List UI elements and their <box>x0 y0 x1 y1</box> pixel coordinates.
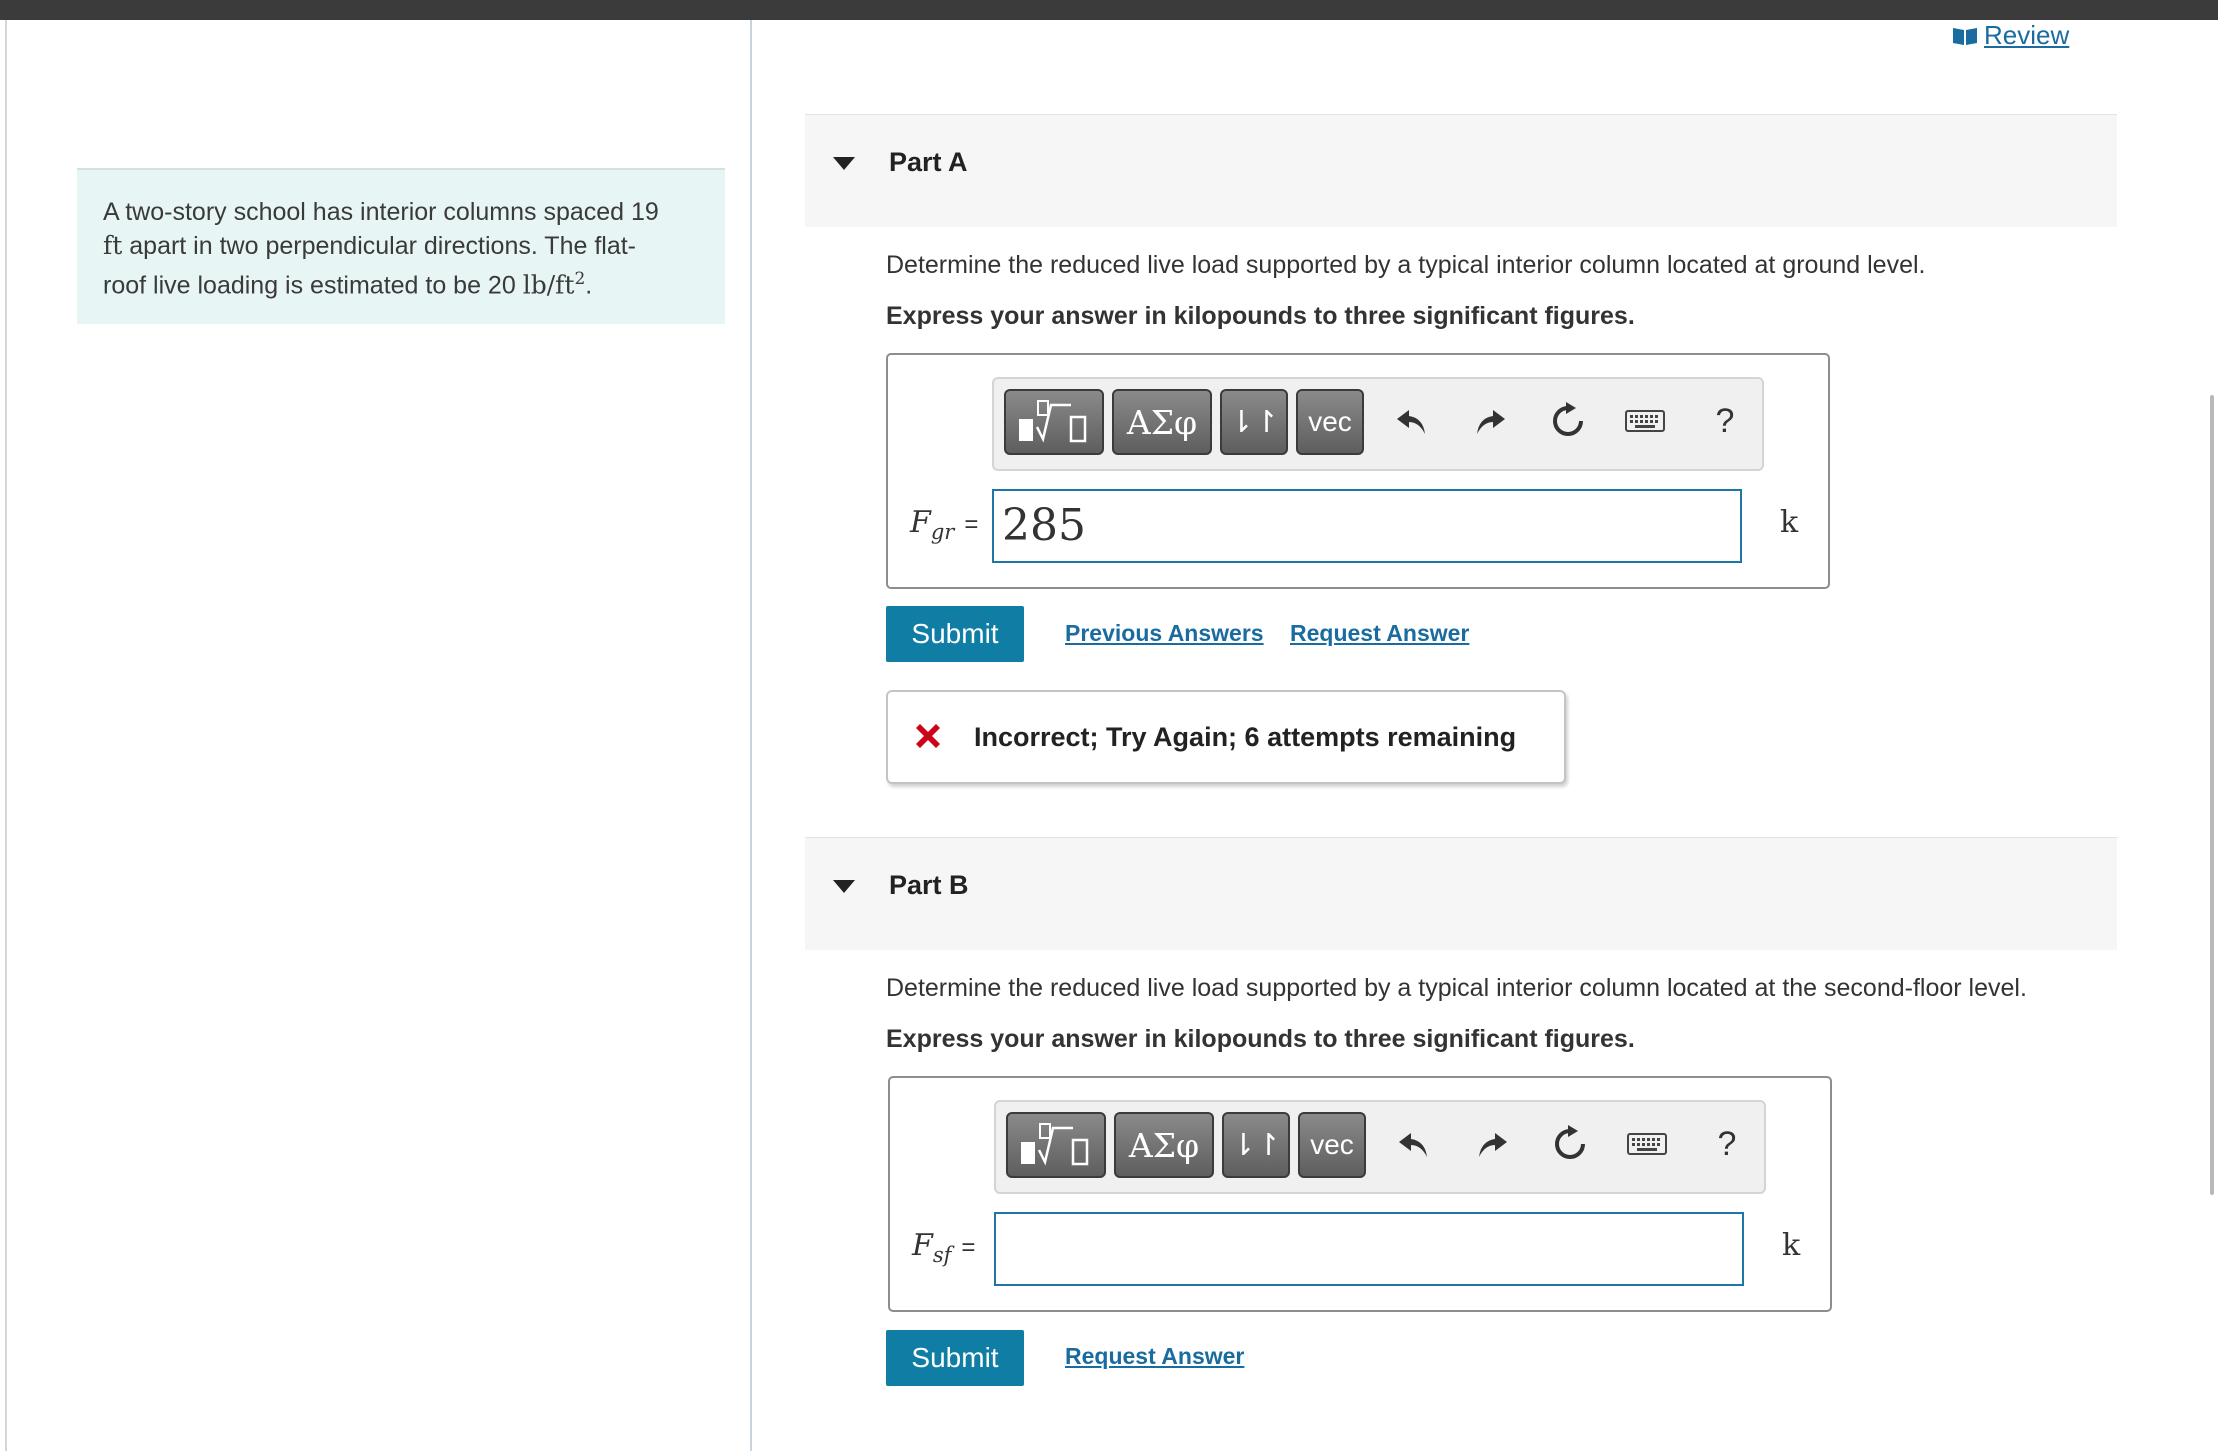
incorrect-x-icon <box>912 720 944 757</box>
problem-line1: A two-story school has interior columns spaced 19 <box>103 198 659 226</box>
scrollbar-thumb[interactable] <box>2210 395 2214 1195</box>
review-label: Review <box>1984 20 2070 50</box>
previous-answers-link[interactable]: Previous Answers <box>1065 620 1264 646</box>
problem-unit-load: lb/ft <box>522 270 575 300</box>
help-button[interactable]: ? <box>1717 1124 1737 1163</box>
keyboard-icon[interactable] <box>1619 395 1671 447</box>
equals-sign: = <box>964 511 979 538</box>
problem-statement <box>77 168 725 324</box>
keyboard-icon[interactable] <box>1621 1118 1673 1170</box>
var-subscript: sf <box>932 1243 952 1267</box>
arrows-button[interactable]: ⇂↾ <box>1220 389 1288 455</box>
feedback-box <box>886 690 1566 784</box>
problem-line3: roof live loading is estimated to be 20 <box>103 271 523 300</box>
part-a-submit-button[interactable]: Submit <box>886 606 1024 662</box>
math-toolbar <box>994 1100 1766 1194</box>
collapse-caret-icon[interactable] <box>833 880 855 893</box>
part-a-variable-label <box>910 505 978 544</box>
panel-divider <box>750 20 752 1451</box>
part-a-title: Part A <box>889 147 968 177</box>
problem-unit-exponent: 2 <box>574 269 586 289</box>
templates-button[interactable] <box>1006 1112 1106 1178</box>
collapse-caret-icon[interactable] <box>833 157 855 170</box>
reset-icon[interactable] <box>1544 1118 1596 1170</box>
help-button[interactable]: ? <box>1715 401 1735 440</box>
part-a-question: Determine the reduced live load supported by a typical interior column located at ground level. <box>886 251 1926 279</box>
arrows-button[interactable]: ⇂↾ <box>1222 1112 1290 1178</box>
problem-period: . <box>585 271 593 300</box>
part-a-unit: k <box>1780 505 1799 540</box>
book-icon <box>1952 22 1978 53</box>
part-b-answer-box <box>888 1076 1832 1312</box>
templates-icon <box>1015 399 1093 445</box>
vector-button[interactable]: vec <box>1296 389 1364 455</box>
undo-icon[interactable] <box>1388 1118 1440 1170</box>
part-a-answer-box <box>886 353 1830 589</box>
part-a-answer-input[interactable]: 285 <box>992 489 1742 563</box>
top-bar <box>0 0 2218 20</box>
part-b-title: Part B <box>889 870 969 900</box>
feedback-message: Incorrect; Try Again; 6 attempts remaining <box>974 722 1517 752</box>
redo-icon[interactable] <box>1466 1118 1518 1170</box>
part-a-header[interactable] <box>805 114 2117 227</box>
part-a-instruction: Express your answer in kilopounds to three significant figures. <box>886 302 1635 330</box>
left-border <box>5 20 7 1451</box>
part-b-request-answer-link[interactable]: Request Answer <box>1065 1343 1245 1369</box>
part-a-request-answer-link[interactable]: Request Answer <box>1290 620 1470 646</box>
problem-unit-ft: ft <box>103 231 123 260</box>
undo-icon[interactable] <box>1386 395 1438 447</box>
part-b-submit-button[interactable]: Submit <box>886 1330 1024 1386</box>
greek-symbols-button[interactable]: ΑΣφ <box>1112 389 1212 455</box>
part-b-question: Determine the reduced live load supported by a typical interior column located at the second-floor level. <box>886 974 2027 1002</box>
var-subscript: gr <box>930 520 955 544</box>
part-b-header[interactable] <box>805 837 2117 950</box>
redo-icon[interactable] <box>1464 395 1516 447</box>
reset-icon[interactable] <box>1542 395 1594 447</box>
math-toolbar <box>992 377 1764 471</box>
var-main: F <box>912 1228 933 1263</box>
problem-line2: apart in two perpendicular directions. The flat- <box>122 232 637 260</box>
part-b-answer-input[interactable] <box>994 1212 1744 1286</box>
equals-sign: = <box>961 1234 976 1261</box>
templates-button[interactable] <box>1004 389 1104 455</box>
part-b-variable-label <box>912 1228 975 1267</box>
vector-button[interactable]: vec <box>1298 1112 1366 1178</box>
greek-symbols-button[interactable]: ΑΣφ <box>1114 1112 1214 1178</box>
part-b-unit: k <box>1782 1228 1801 1263</box>
templates-icon <box>1017 1122 1095 1168</box>
var-main: F <box>910 505 931 540</box>
part-b-instruction: Express your answer in kilopounds to three significant figures. <box>886 1025 1635 1053</box>
review-link[interactable] <box>1952 20 2069 53</box>
